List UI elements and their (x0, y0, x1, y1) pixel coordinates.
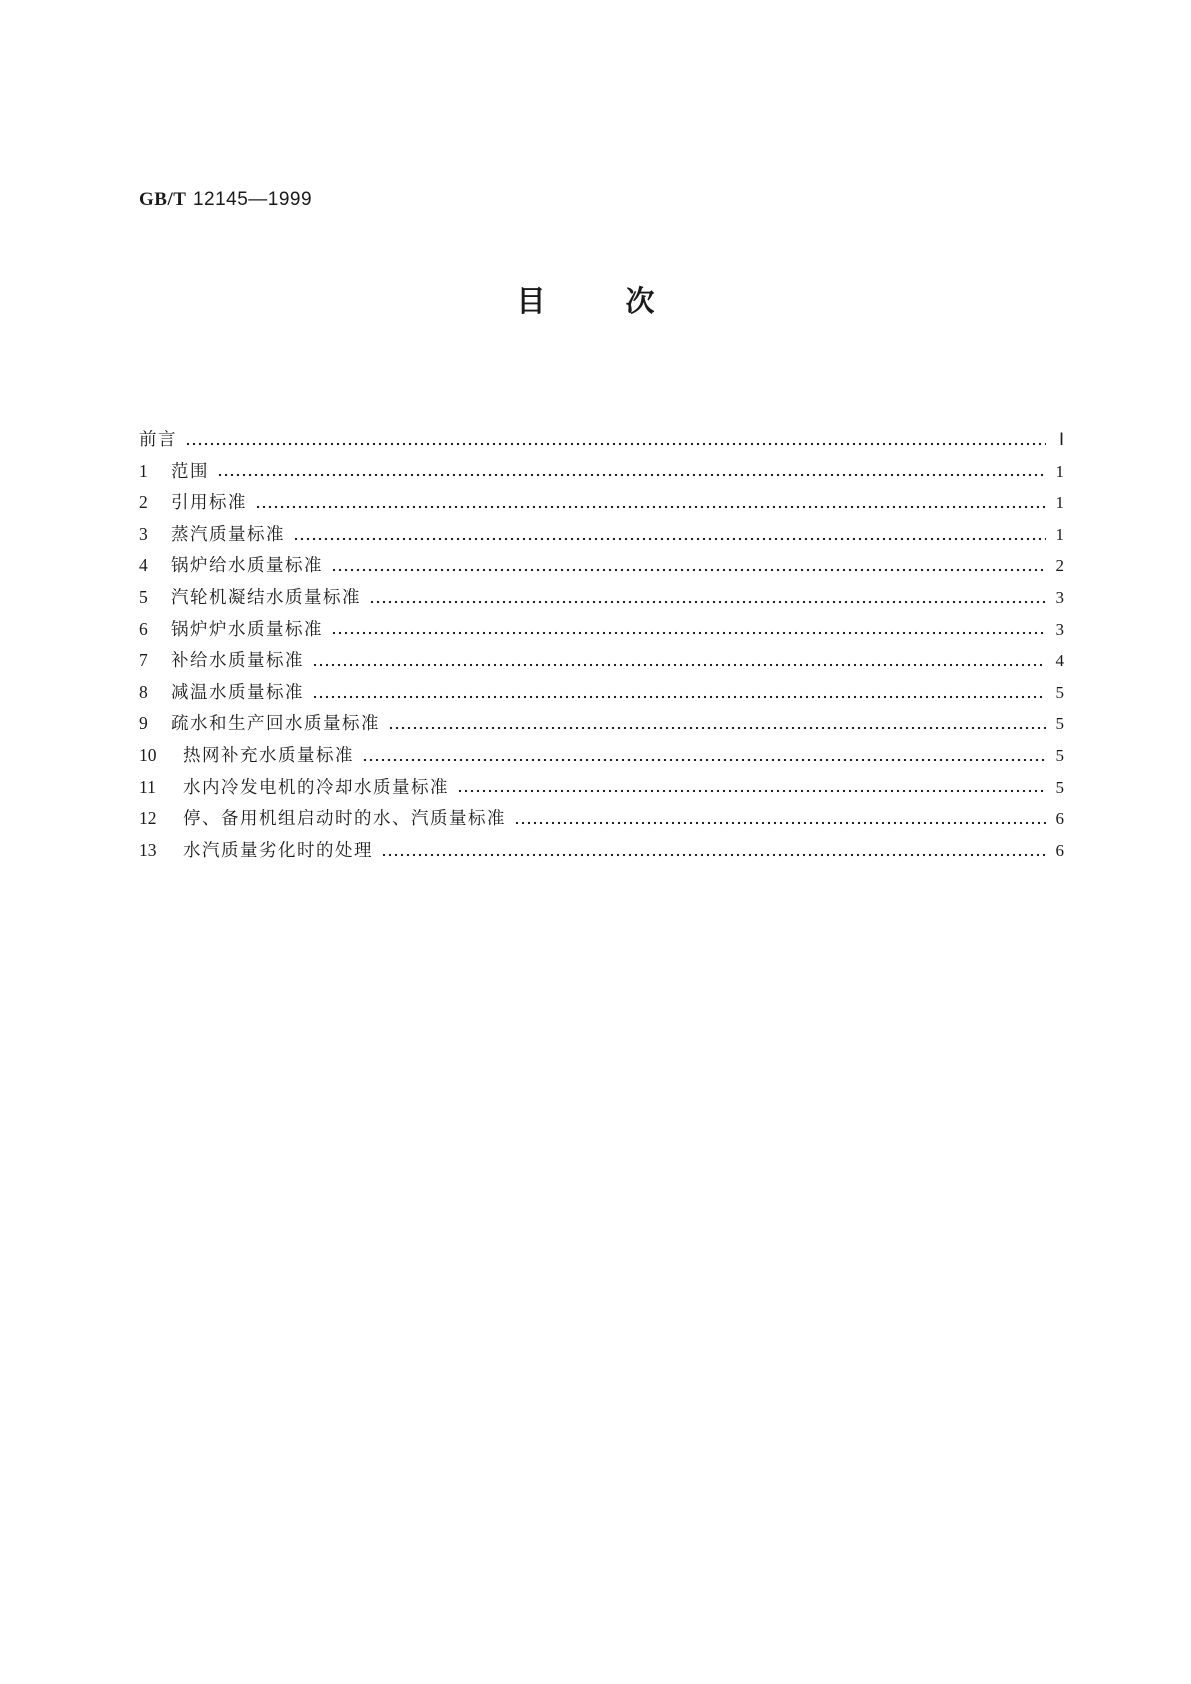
toc-leader-dots (369, 596, 1046, 608)
table-of-contents (139, 426, 1064, 868)
toc-label: 汽轮机凝结水质量标准 (171, 587, 361, 608)
toc-label: 锅炉炉水质量标准 (171, 619, 323, 640)
toc-number: 5 (139, 586, 148, 607)
toc-number: 4 (139, 555, 148, 576)
toc-entry-8[interactable] (139, 679, 1064, 711)
toc-page-number: 3 (1055, 587, 1064, 607)
toc-entry-2[interactable] (139, 489, 1064, 521)
toc-leader-dots (331, 627, 1046, 639)
toc-number: 9 (139, 713, 148, 734)
toc-entry-foreword[interactable] (139, 426, 1064, 458)
toc-entry-4[interactable] (139, 552, 1064, 584)
toc-page-number: 3 (1055, 619, 1064, 639)
toc-page-number: Ⅰ (1058, 430, 1064, 449)
toc-leader-dots (312, 659, 1046, 671)
toc-entry-10[interactable] (139, 742, 1064, 774)
toc-label: 前言 (139, 430, 177, 450)
toc-label: 水汽质量劣化时的处理 (183, 840, 373, 861)
toc-number: 12 (139, 808, 157, 829)
toc-leader-dots (388, 722, 1046, 734)
toc-leader-dots (457, 785, 1046, 797)
toc-leader-dots (381, 849, 1046, 861)
toc-number: 11 (139, 776, 156, 797)
toc-label: 引用标准 (171, 493, 247, 514)
standard-number: 12145—1999 (192, 189, 313, 210)
toc-leader-dots (255, 501, 1046, 513)
toc-page-number: 5 (1055, 714, 1064, 734)
toc-number: 6 (139, 618, 148, 639)
toc-entry-13[interactable] (139, 837, 1064, 869)
toc-label: 热网补充水质量标准 (183, 745, 354, 766)
toc-entry-6[interactable] (139, 616, 1064, 648)
toc-page-number: 5 (1055, 682, 1064, 702)
toc-leader-dots (514, 817, 1046, 829)
toc-page-number: 5 (1055, 777, 1064, 797)
toc-leader-dots (217, 469, 1046, 481)
toc-entry-3[interactable] (139, 521, 1064, 553)
toc-page-number: 1 (1055, 461, 1064, 481)
standard-prefix: GB/T (139, 189, 187, 210)
toc-page-number: 4 (1055, 651, 1064, 671)
toc-leader-dots (331, 564, 1046, 576)
toc-number: 1 (139, 460, 148, 481)
toc-leader-dots (185, 438, 1046, 450)
toc-number: 8 (139, 681, 148, 702)
toc-entry-5[interactable] (139, 584, 1064, 616)
toc-page-number: 6 (1055, 840, 1064, 860)
toc-number: 13 (139, 839, 157, 860)
toc-page-number: 5 (1055, 745, 1064, 765)
toc-leader-dots (312, 691, 1046, 703)
toc-label: 减温水质量标准 (171, 682, 304, 703)
toc-label: 停、备用机组启动时的水、汽质量标准 (183, 809, 506, 830)
toc-page-number: 1 (1055, 493, 1064, 513)
toc-label: 水内冷发电机的冷却水质量标准 (183, 777, 449, 798)
standard-code (139, 188, 312, 211)
toc-leader-dots (362, 754, 1046, 766)
toc-leader-dots (293, 533, 1046, 545)
toc-number: 7 (139, 650, 148, 671)
toc-page-number: 6 (1055, 809, 1064, 829)
toc-label: 范围 (171, 461, 209, 482)
toc-label: 蒸汽质量标准 (171, 524, 285, 545)
toc-label: 补给水质量标准 (171, 651, 304, 672)
toc-label: 疏水和生产回水质量标准 (171, 714, 380, 735)
toc-label: 锅炉给水质量标准 (171, 556, 323, 577)
toc-number: 2 (139, 492, 148, 513)
toc-page-number: 1 (1055, 524, 1064, 544)
toc-number: 10 (139, 744, 157, 765)
toc-entry-7[interactable] (139, 647, 1064, 679)
toc-entry-9[interactable] (139, 710, 1064, 742)
toc-number: 3 (139, 523, 148, 544)
toc-entry-1[interactable] (139, 458, 1064, 490)
toc-entry-11[interactable] (139, 774, 1064, 806)
page-title: 目次 (516, 284, 735, 318)
toc-entry-12[interactable] (139, 805, 1064, 837)
toc-page-number: 2 (1055, 556, 1064, 576)
